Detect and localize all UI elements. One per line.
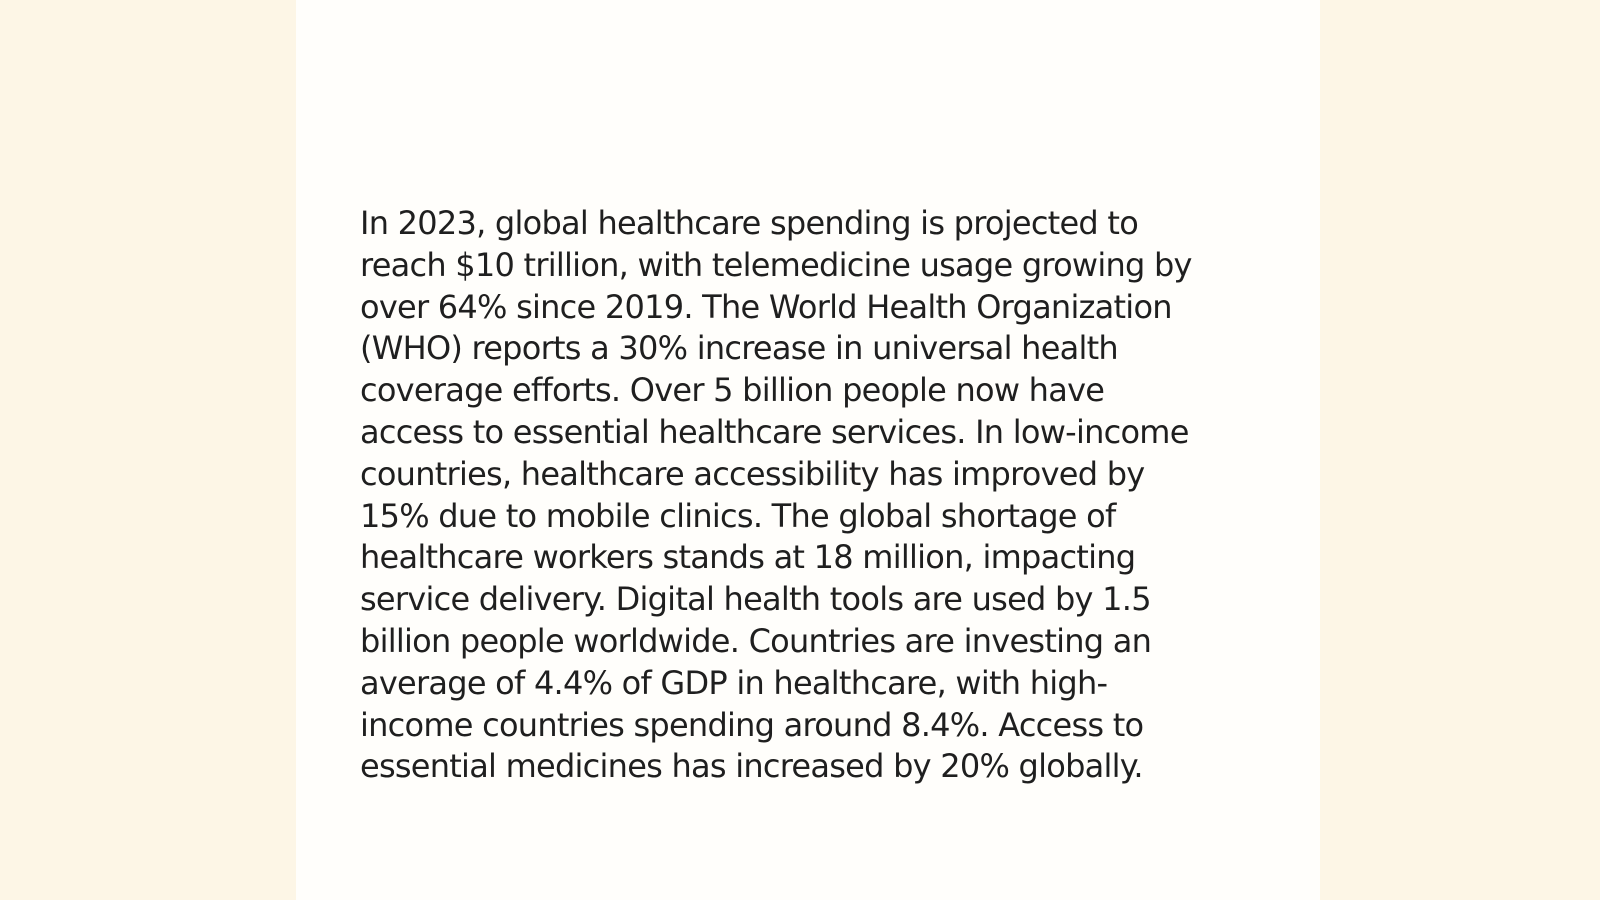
- paragraph-line: (WHO) reports a 30% increase in universal health: [360, 329, 1118, 368]
- paragraph-line: reach $10 trillion, with telemedicine usage growing by: [360, 245, 1192, 284]
- paragraph-line: billion people worldwide. Countries are investing an: [360, 621, 1152, 660]
- paragraph-line: over 64% since 2019. The World Health Organization: [360, 287, 1172, 326]
- paragraph-line: service delivery. Digital health tools are used by 1.5: [360, 580, 1151, 619]
- document-paragraph: [360, 203, 1260, 788]
- document-page: [296, 0, 1320, 900]
- paragraph-line: access to essential healthcare services. In low-income: [360, 412, 1189, 451]
- paragraph-line: average of 4.4% of GDP in healthcare, with high-: [360, 663, 1108, 702]
- paragraph-line: 15% due to mobile clinics. The global shortage of: [360, 496, 1116, 535]
- paragraph-line: income countries spending around 8.4%. Access to: [360, 705, 1144, 744]
- paragraph-line: In 2023, global healthcare spending is projected to: [360, 204, 1139, 242]
- paragraph-line: countries, healthcare accessibility has improved by: [360, 454, 1145, 493]
- paragraph-line: essential medicines has increased by 20% globally.: [360, 747, 1143, 786]
- paragraph-line: healthcare workers stands at 18 million, impacting: [360, 538, 1136, 577]
- paragraph-line: coverage efforts. Over 5 billion people now have: [360, 371, 1105, 410]
